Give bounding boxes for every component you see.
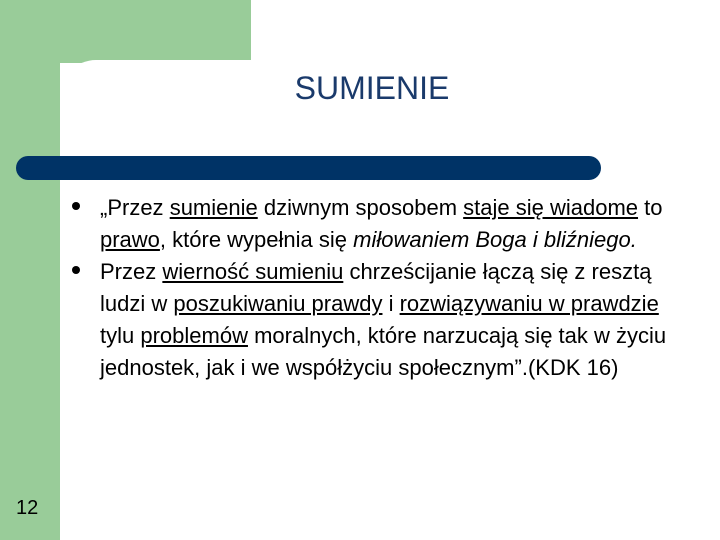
bullet-item-2 — [72, 256, 692, 384]
title-divider-bar — [16, 156, 601, 180]
underlined-term: poszukiwaniu prawdy — [173, 291, 383, 316]
text-run: dziwnym sposobem — [257, 195, 464, 220]
slide-content — [72, 192, 692, 384]
text-run: tylu — [100, 323, 141, 348]
text-run: i — [382, 291, 400, 316]
underlined-term: prawo — [100, 227, 160, 252]
underlined-term: wierność sumieniu — [162, 259, 344, 284]
bullet-dot-icon — [72, 266, 80, 274]
green-side-band — [0, 0, 60, 540]
underlined-term: problemów — [140, 323, 248, 348]
text-run: chrześcijanie łączą się z resztą ludzi w — [100, 259, 652, 316]
slide-title: SUMIENIE — [294, 70, 450, 106]
underlined-term: sumienie — [169, 195, 258, 220]
underlined-term: staje się wiadome — [463, 195, 639, 220]
text-run: to — [638, 195, 663, 220]
text-run: „Przez — [100, 195, 170, 220]
italic-phrase: miłowaniem Boga i bliźniego. — [353, 227, 637, 252]
page-number: 12 — [16, 497, 39, 519]
text-run: , które wypełnia się — [159, 227, 354, 252]
bullet-dot-icon — [72, 202, 80, 210]
text-run: moralnych, które narzucają się tak w życiu jednostek, jak i we współżyciu społecznym”.(KDK 16) — [100, 323, 667, 380]
bullet-item-1 — [72, 192, 692, 256]
text-run: Przez — [100, 259, 163, 284]
underlined-term: rozwiązywaniu w prawdzie — [399, 291, 659, 316]
